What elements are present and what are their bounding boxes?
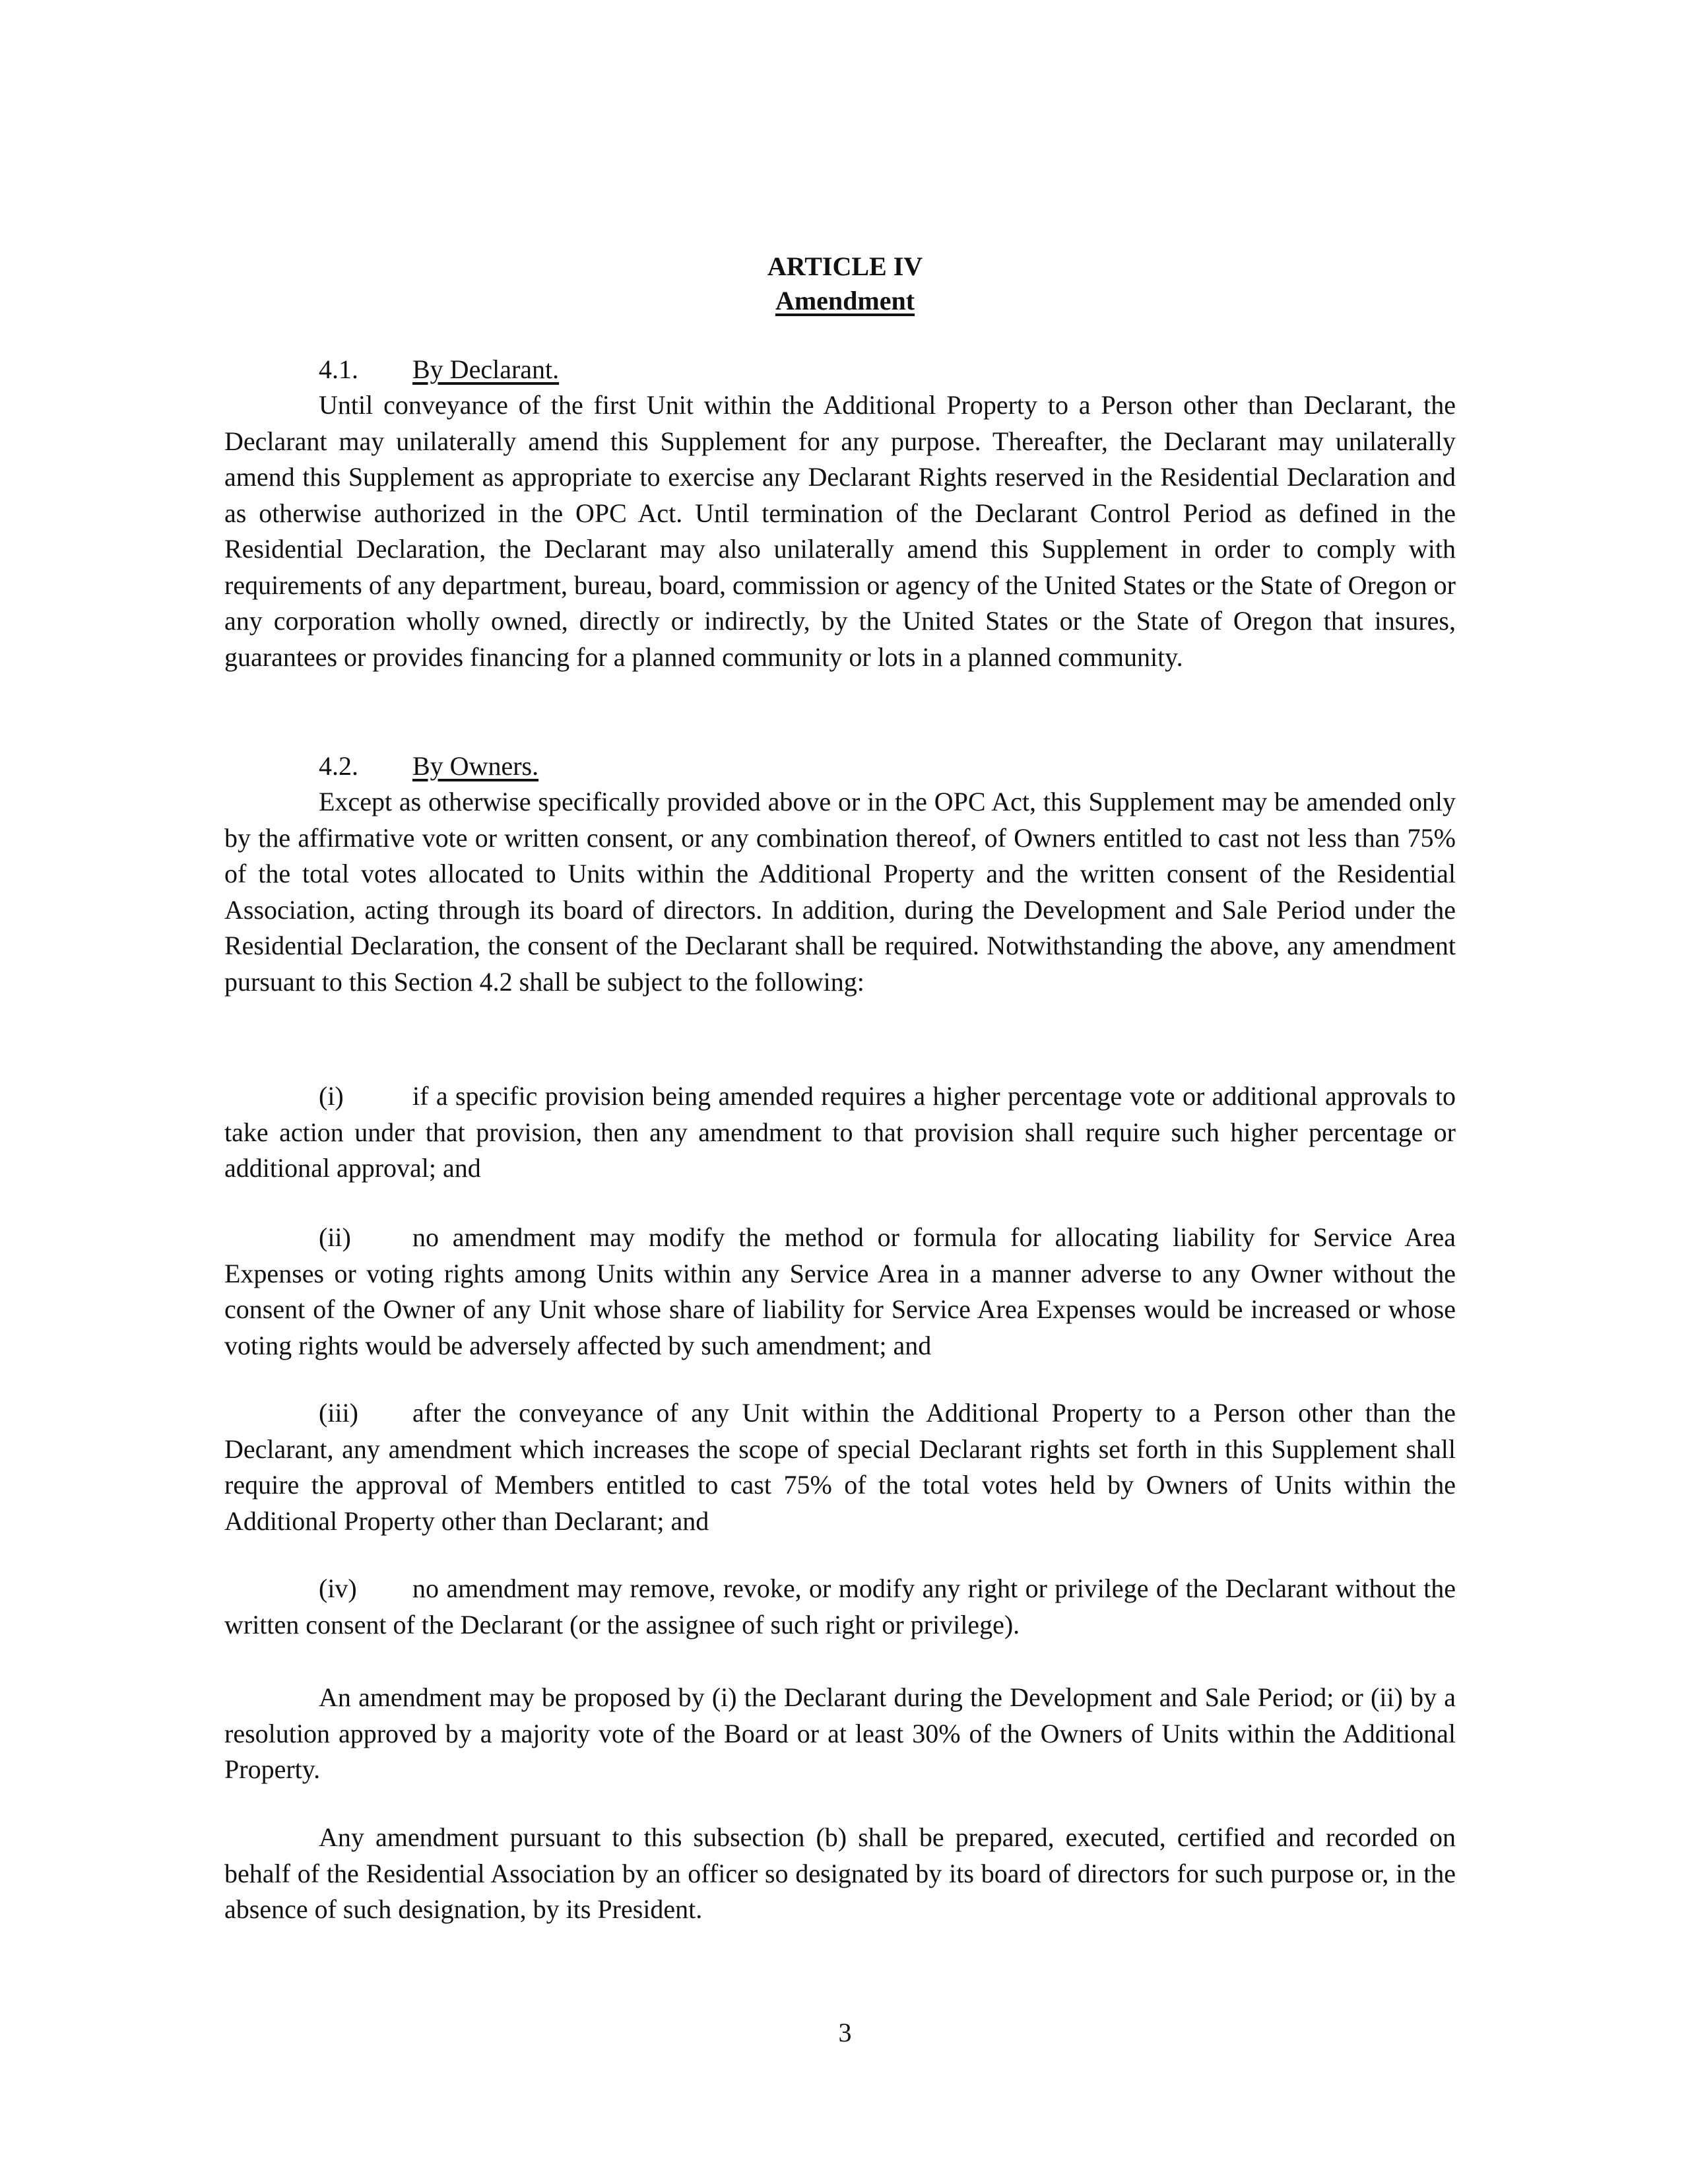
- list-item: [224, 1220, 1456, 1364]
- section-title: By Declarant.: [412, 354, 560, 384]
- list-item-label: (i): [319, 1081, 344, 1111]
- section-number: 4.2.: [319, 751, 358, 781]
- section-title: By Owners.: [412, 751, 539, 781]
- section-heading-by-owners: [319, 750, 538, 783]
- section-paragraph-by-declarant: Until conveyance of the first Unit within the Additional Property to a Person other than Declarant, the Declarant may unilaterally amend this Supplement for any purpose. Thereafter, the Declarant may unilaterally amend this Supplement as appropriate to exercise any Declarant Rights reserved in the Residential Declaration and as otherwise authorized in the OPC Act. Until termination of the Declarant Control Period as defined in the Residential Declaration, the Declarant may also unilaterally amend this Supplement in order to comply with requirements of any department, bureau, board, commission or agency of the United States or the State of Oregon or any corporation wholly owned, directly or indirectly, by the United States or the State of Oregon that insures, guarantees or provides financing for a planned community or lots in a planned community.: [224, 390, 1456, 672]
- closing-paragraph: Any amendment pursuant to this subsection (b) shall be prepared, executed, certified and recorded on behalf of the Residential Association by an officer so designated by its board of directors for such purpose or, in the absence of such designation, by its President.: [224, 1822, 1456, 1924]
- list-item-text: if a specific provision being amended requires a higher percentage vote or additional approvals to take action under that provision, then any amendment to that provision shall require such higher percentage or additional approval; and: [224, 1081, 1456, 1183]
- list-item-label: (iii): [319, 1398, 358, 1428]
- section-number: 4.1.: [319, 354, 358, 384]
- list-item: [224, 1571, 1456, 1643]
- list-item: [224, 1078, 1456, 1187]
- article-title: Amendment: [775, 286, 915, 315]
- list-item-text: no amendment may modify the method or formula for allocating liability for Service Area Expenses or voting rights among Units within any Service Area in a manner adverse to any Owner without the consent of the Owner of any Unit whose share of liability for Service Area Expenses would be increased or whose voting rights would be adversely affected by such amendment; and: [224, 1222, 1456, 1360]
- list-item-label: (iv): [319, 1573, 357, 1603]
- article-label: ARTICLE IV: [767, 251, 923, 281]
- list-item: [224, 1395, 1456, 1539]
- section-heading-by-declarant: [319, 353, 559, 386]
- page-number: 3: [838, 2018, 852, 2047]
- section-paragraph-by-owners: Except as otherwise specifically provided above or in the OPC Act, this Supplement may be amended only by the affirmative vote or written consent, or any combination thereof, of Owners entitled to cast not less than 75% of the total votes allocated to Units within the Additional Property and the written consent of the Residential Association, acting through its board of directors. In addition, during the Development and Sale Period under the Residential Declaration, the consent of the Declarant shall be required. Notwithstanding the above, any amendment pursuant to this Section 4.2 shall be subject to the following:: [224, 787, 1456, 997]
- list-item-text: no amendment may remove, revoke, or modify any right or privilege of the Declarant without the written consent of the Declarant (or the assignee of such right or privilege).: [224, 1573, 1456, 1639]
- list-item-text: after the conveyance of any Unit within the Additional Property to a Person other than the Declarant, any amendment which increases the scope of special Declarant rights set forth in this Supplement shall require the approval of Members entitled to cast 75% of the total votes held by Owners of Units within the Additional Property other than Declarant; and: [224, 1398, 1456, 1536]
- list-item-label: (ii): [319, 1222, 351, 1252]
- closing-paragraph: An amendment may be proposed by (i) the Declarant during the Development and Sale Period; or (ii) by a resolution approved by a majority vote of the Board or at least 30% of the Owners of Units within the Additional Property.: [224, 1682, 1456, 1784]
